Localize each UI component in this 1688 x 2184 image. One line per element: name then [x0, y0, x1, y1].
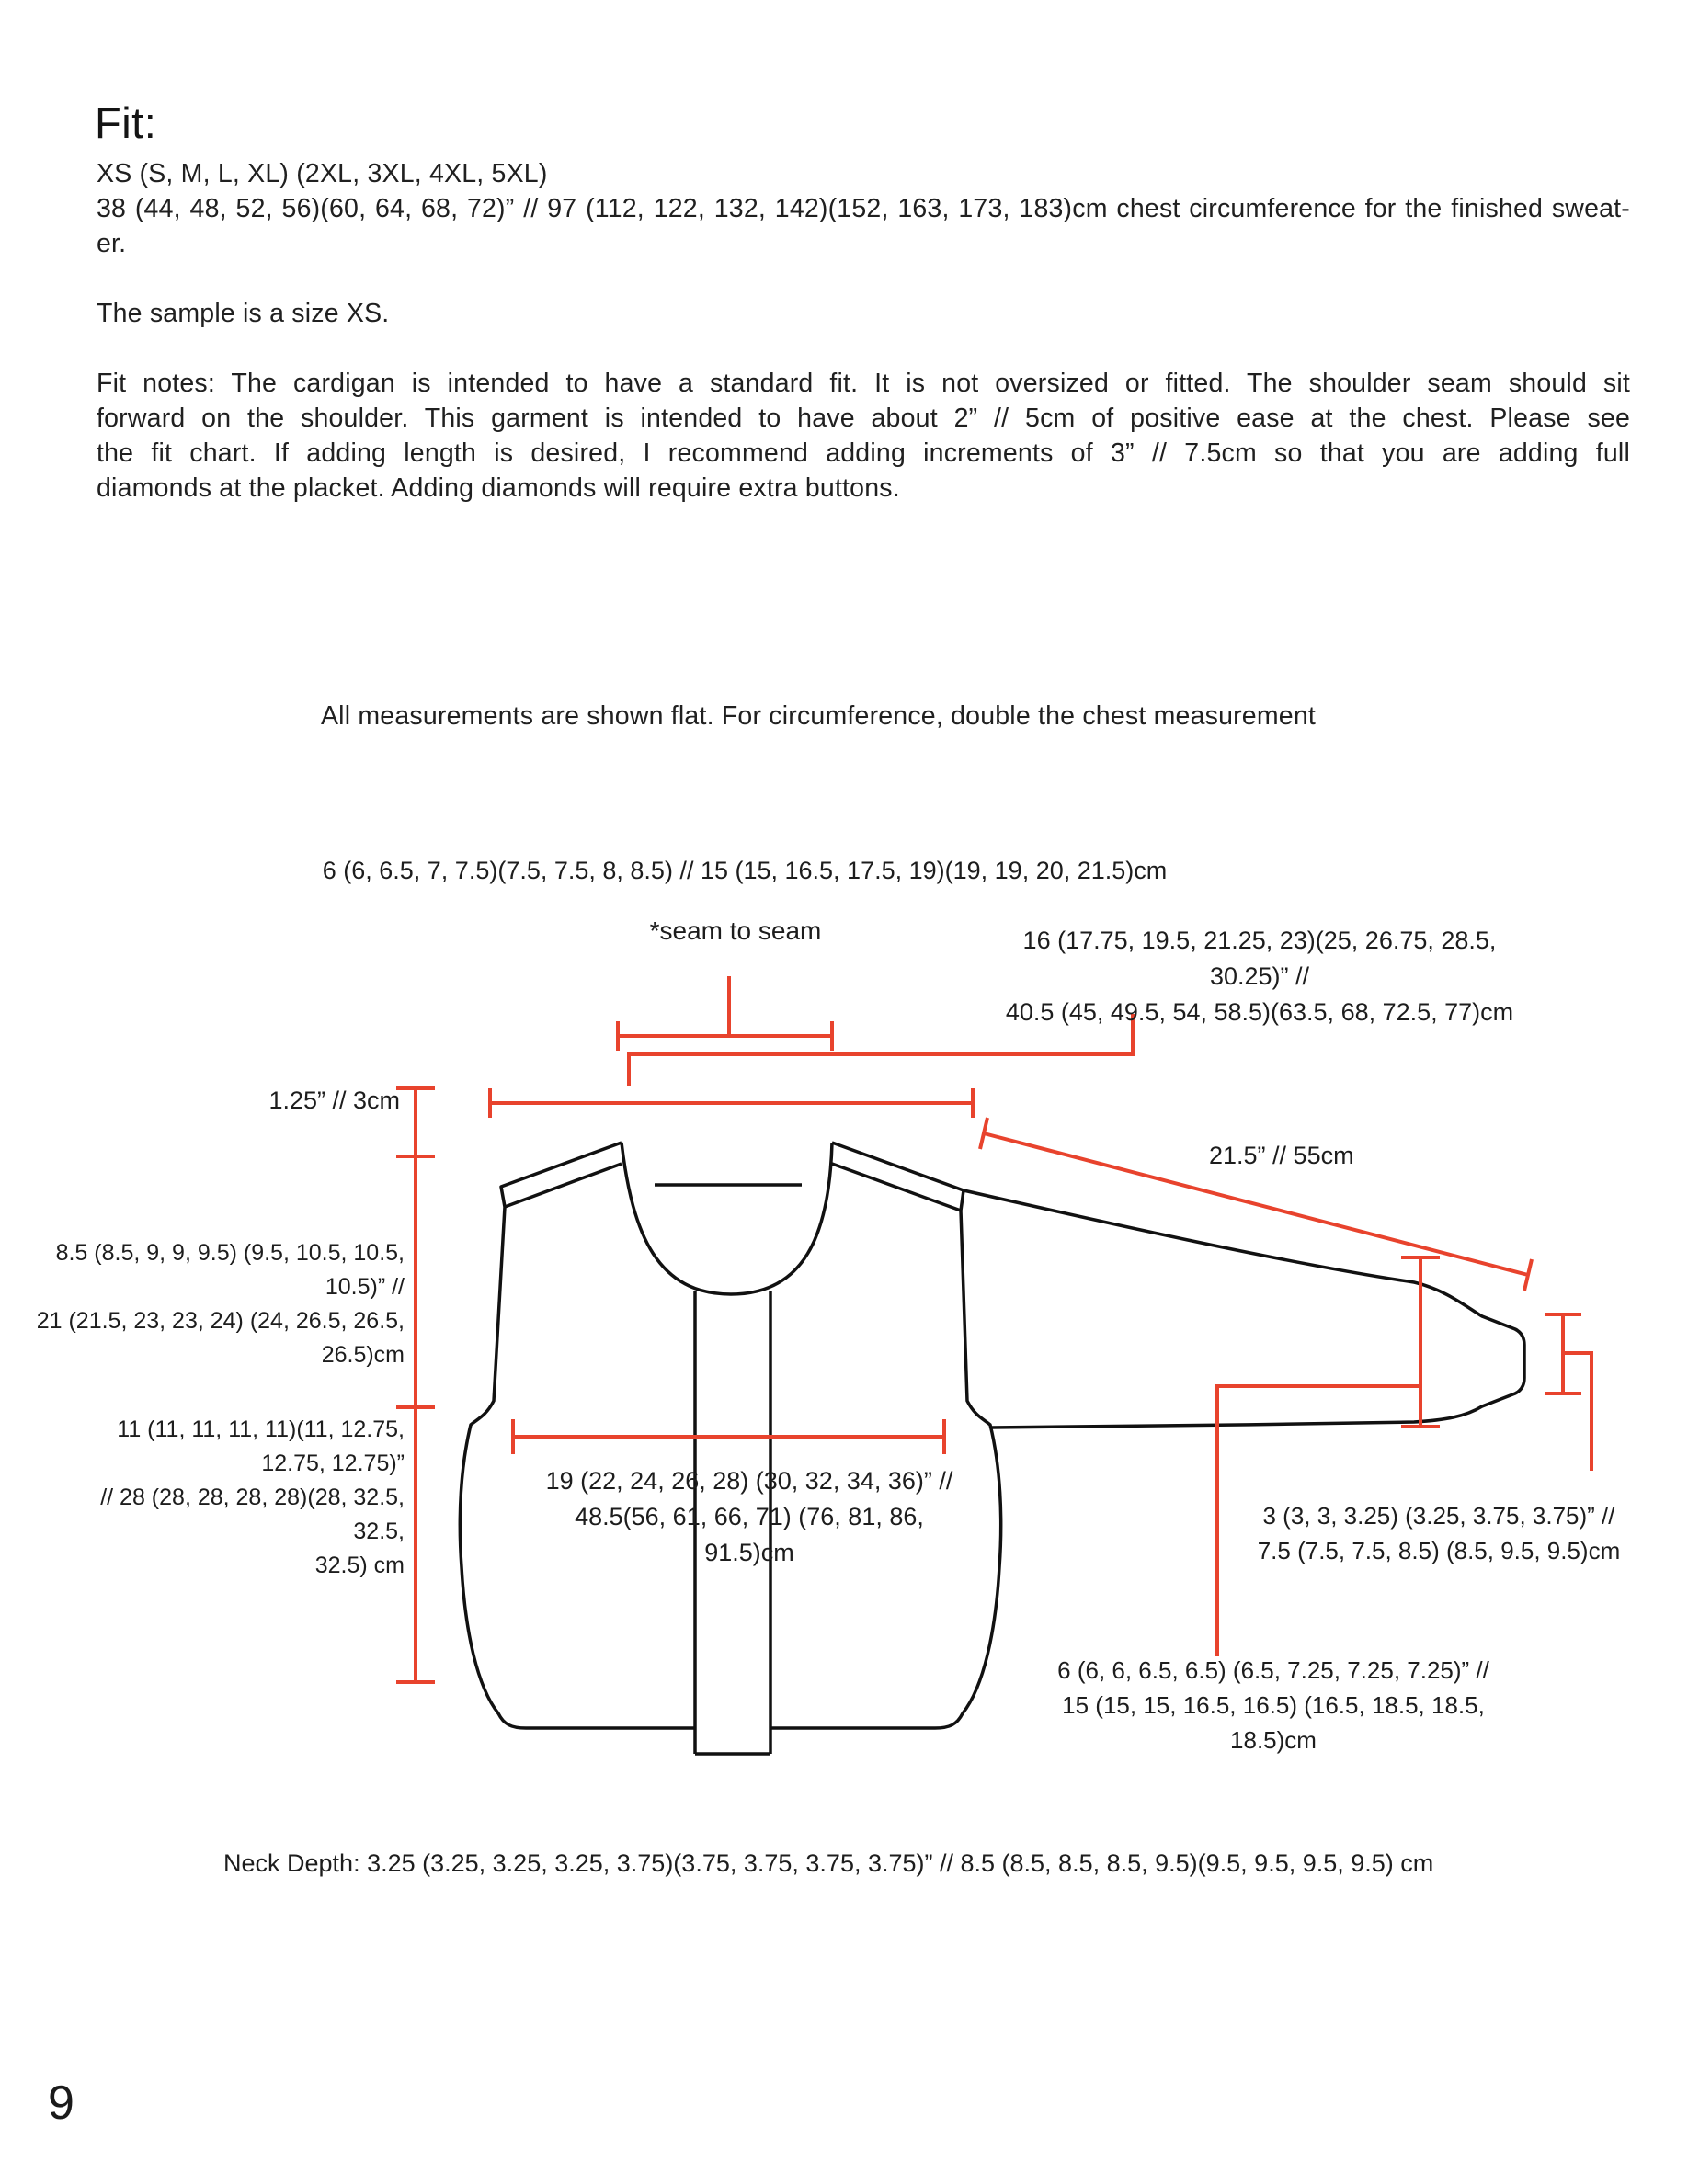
fit-notes-line: the fit chart. If adding length is desired, I recommend adding increments of 3” // 7.5cm so that you are adding full	[97, 438, 1630, 468]
chest-width-dimension	[513, 1419, 944, 1454]
cuff-label	[1250, 1498, 1627, 1568]
neck-width-dimension	[618, 1021, 832, 1051]
left-saddle-line	[505, 1164, 622, 1207]
fit-notes-line: diamonds at the placket. Adding diamonds will require extra buttons.	[97, 473, 900, 503]
forearm-label-line1: 6 (6, 6, 6.5, 6.5) (6.5, 7.25, 7.25, 7.25)” //	[1057, 1656, 1489, 1684]
armhole-depth-label-line2: 21 (21.5, 23, 23, 24) (24, 26.5, 26.5, 26.5)cm	[36, 1308, 405, 1368]
cuff-label-line1: 3 (3, 3, 3.25) (3.25, 3.75, 3.75)” //	[1262, 1502, 1615, 1530]
chest-width-label-line1: 19 (22, 24, 26, 28) (30, 32, 34, 36)” //	[545, 1467, 953, 1495]
chest-circumference-line-wrap: er.	[97, 229, 127, 258]
shoulder-rise-label: 1.25” // 3cm	[268, 1086, 400, 1114]
sleeve-length-label: 21.5” // 55cm	[1209, 1142, 1354, 1169]
sleeve-outline	[964, 1190, 1524, 1428]
forearm-label	[1021, 1653, 1526, 1757]
cuff-connector	[1563, 1353, 1591, 1471]
armhole-depth-label-line1: 8.5 (8.5, 9, 9, 9.5) (9.5, 10.5, 10.5, 10.5)” //	[55, 1240, 405, 1300]
left-length-bracket	[396, 1088, 435, 1682]
cross-back-label-line2: 40.5 (45, 49.5, 54, 58.5)(63.5, 68, 72.5, 77)cm	[1005, 998, 1514, 1026]
measurements-flat-note: All measurements are shown flat. For circumference, double the chest measurement	[320, 701, 1317, 731]
fit-notes-line: forward on the shoulder. This garment is intended to have about 2” // 5cm of positive ease at the chest. Please see	[97, 404, 1630, 433]
side-length-label-line3: 32.5) cm	[314, 1553, 405, 1578]
chest-width-label-line2: 48.5(56, 61, 66, 71) (76, 81, 86, 91.5)cm	[575, 1503, 924, 1566]
cross-back-label-line1: 16 (17.75, 19.5, 21.25, 23)(25, 26.75, 28.5, 30.25)” //	[1022, 927, 1497, 990]
cross-back-label	[998, 923, 1522, 1030]
body-top-width-dimension	[490, 1088, 973, 1118]
page-number: 9	[48, 2076, 74, 2130]
shoulder-width-label: 6 (6, 6.5, 7, 7.5)(7.5, 7.5, 8, 8.5) // 15 (15, 16.5, 17.5, 19)(19, 19, 20, 21.5)cm	[322, 857, 1168, 884]
front-neck-scoop	[622, 1143, 832, 1294]
armhole-depth-label	[28, 1236, 405, 1372]
page-title: Fit:	[95, 98, 157, 147]
sample-size-line: The sample is a size XS.	[97, 299, 390, 328]
side-length-label-line1: 11 (11, 11, 11, 11)(11, 12.75, 12.75, 12.75)”	[117, 1416, 405, 1476]
chest-circumference-line: 38 (44, 48, 52, 56)(60, 64, 68, 72)” // 97 (112, 122, 132, 142)(152, 163, 173, 183)cm chest circumference for the finished sweat-	[97, 194, 1630, 223]
seam-to-seam-label: *seam to seam	[649, 916, 822, 945]
forearm-label-line2: 15 (15, 15, 16.5, 16.5) (16.5, 18.5, 18.5, 18.5)cm	[1062, 1691, 1485, 1754]
side-length-label-line2: // 28 (28, 28, 28, 28)(28, 32.5, 32.5,	[100, 1484, 405, 1544]
neck-depth-label: Neck Depth: 3.25 (3.25, 3.25, 3.25, 3.75)(3.75, 3.75, 3.75, 3.75)” // 8.5 (8.5, 8.5, 8.5, 9.5)(9.5, 9.5, 9.5, 9.5) cm	[223, 1849, 1434, 1877]
side-length-label	[64, 1413, 405, 1583]
fit-notes-line: Fit notes: The cardigan is intended to have a standard fit. It is not oversized or fitted. The shoulder seam should sit	[97, 369, 1630, 398]
cuff-label-line2: 7.5 (7.5, 7.5, 8.5) (8.5, 9.5, 9.5)cm	[1257, 1537, 1621, 1564]
dimension-lines	[396, 976, 1591, 1682]
right-saddle-line	[832, 1164, 961, 1211]
sizes-line: XS (S, M, L, XL) (2XL, 3XL, 4XL, 5XL)	[97, 159, 548, 188]
chest-width-label	[533, 1463, 965, 1571]
